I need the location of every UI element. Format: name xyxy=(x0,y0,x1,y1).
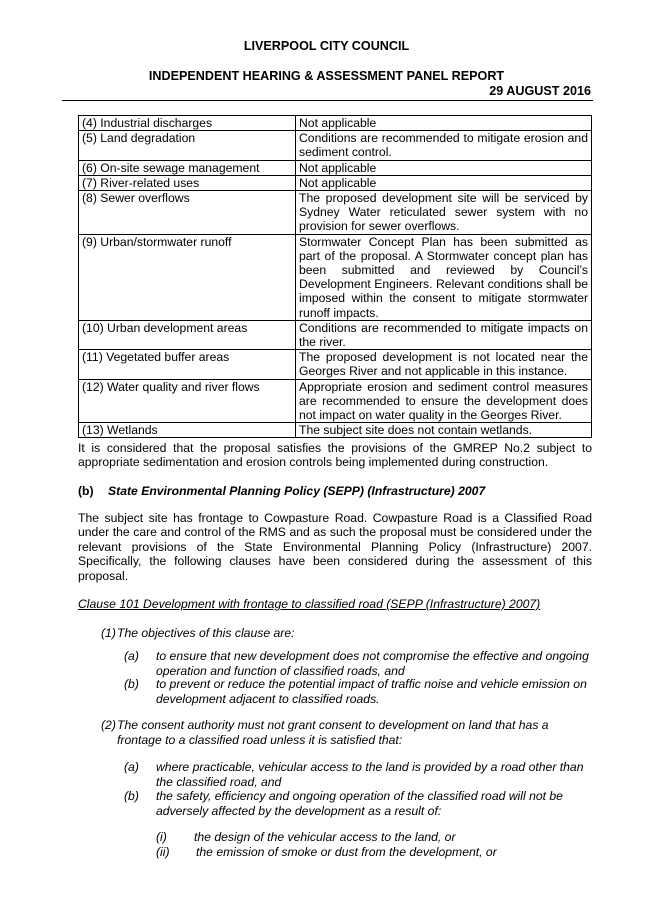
row-label: (12) Water quality and river flows xyxy=(79,379,296,423)
subclause-2-item-line: where practicable, vehicular access to the land is provided by a road other than xyxy=(156,760,584,774)
report-date: 29 AUGUST 2016 xyxy=(489,84,591,98)
row-label: (7) River-related uses xyxy=(79,175,296,190)
table-row xyxy=(79,350,592,379)
table-row xyxy=(79,160,592,175)
subclause-1-item-line: development adjacent to classified roads. xyxy=(156,692,380,706)
row-value: Stormwater Concept Plan has been submitted as part of the proposal. A Stormwater concept plan has been submitted and reviewed by Council’s Development Engineers. Relevant conditions shall be imposed within the consent to mitigate stormwater runoff impacts. xyxy=(296,234,592,320)
row-value: Not applicable xyxy=(296,160,592,175)
section-b-title: State Environmental Planning Policy (SEPP) (Infrastructure) 2007 xyxy=(108,484,486,498)
section-b-paragraph: The subject site has frontage to Cowpasture Road. Cowpasture Road is a Classified Road under the care and control of the RMS and as such the proposal must be considered under the relevant provisions of the State Environmental Planning Policy (Infrastructure) 2007. Specifically, the following clauses have been considered during the assessment of this proposal. xyxy=(78,511,592,583)
row-value: Not applicable xyxy=(296,175,592,190)
subclause-2-item-label: (b) xyxy=(124,789,139,803)
table-row xyxy=(79,175,592,190)
subclause-2-subitem-label: (ii) xyxy=(156,845,170,859)
row-label: (13) Wetlands xyxy=(79,423,296,438)
gmrep-provisions-table xyxy=(78,115,592,438)
subclause-1-item-line: to prevent or reduce the potential impact of traffic noise and vehicle emission on xyxy=(156,677,587,691)
table-row xyxy=(79,191,592,235)
header-divider xyxy=(62,100,593,101)
subclause-2-item-line: adversely affected by the development as a result of: xyxy=(156,804,442,818)
table-row xyxy=(79,131,592,160)
subclause-1-item-label: (b) xyxy=(124,677,139,691)
subclause-2-item-line: the safety, efficiency and ongoing operation of the classified road will not be xyxy=(156,789,563,803)
section-b-label: (b) xyxy=(78,484,94,498)
subclause-1-number: (1) xyxy=(101,626,116,640)
row-label: (4) Industrial discharges xyxy=(79,116,296,131)
table-row xyxy=(79,116,592,131)
row-label: (9) Urban/stormwater runoff xyxy=(79,234,296,320)
row-value: Conditions are recommended to mitigate impacts on the river. xyxy=(296,320,592,349)
row-label: (11) Vegetated buffer areas xyxy=(79,350,296,379)
subclause-1-item-label: (a) xyxy=(124,649,139,663)
subclause-1-text: The objectives of this clause are: xyxy=(117,626,295,640)
row-label: (5) Land degradation xyxy=(79,131,296,160)
row-label: (10) Urban development areas xyxy=(79,320,296,349)
row-value: The subject site does not contain wetlands. xyxy=(296,423,592,438)
subclause-2-subitem-label: (i) xyxy=(156,830,167,844)
table-row xyxy=(79,423,592,438)
subclause-1-item-line: to ensure that new development does not compromise the effective and ongoing xyxy=(156,649,589,663)
table-row xyxy=(79,234,592,320)
row-value: Appropriate erosion and sediment control measures are recommended to ensure the development does not impact on water quality in the Georges River. xyxy=(296,379,592,423)
row-value: The proposed development site will be serviced by Sydney Water reticulated sewer system with no provision for sewer overflows. xyxy=(296,191,592,235)
table-row xyxy=(79,379,592,423)
report-title: INDEPENDENT HEARING & ASSESSMENT PANEL REPORT xyxy=(148,69,505,83)
subclause-2-subitem-text: the design of the vehicular access to the land, or xyxy=(194,830,456,844)
row-value: Not applicable xyxy=(296,116,592,131)
summary-paragraph: It is considered that the proposal satisfies the provisions of the GMREP No.2 subject to appropriate sedimentation and erosion controls being implemented during construction. xyxy=(78,441,592,470)
row-value: Conditions are recommended to mitigate erosion and sediment control. xyxy=(296,131,592,160)
row-label: (8) Sewer overflows xyxy=(79,191,296,235)
row-value: The proposed development is not located near the Georges River and not applicable in this instance. xyxy=(296,350,592,379)
subclause-2-subitem-text: the emission of smoke or dust from the development, or xyxy=(196,845,497,859)
subclause-2-number: (2) xyxy=(101,718,116,732)
table-row xyxy=(79,320,592,349)
section-b-heading xyxy=(78,484,485,498)
clause-heading: Clause 101 Development with frontage to classified road (SEPP (Infrastructure) 2007) xyxy=(78,597,541,611)
council-name: LIVERPOOL CITY COUNCIL xyxy=(243,39,410,53)
subclause-2-item-label: (a) xyxy=(124,760,139,774)
subclause-2-line: The consent authority must not grant consent to development on land that has a xyxy=(117,718,549,732)
subclause-1-item-line: operation and function of classified roads, and xyxy=(156,664,405,678)
row-label: (6) On-site sewage management xyxy=(79,160,296,175)
subclause-2-item-line: the classified road, and xyxy=(156,775,282,789)
subclause-2-line: frontage to a classified road unless it is satisfied that: xyxy=(117,733,403,747)
